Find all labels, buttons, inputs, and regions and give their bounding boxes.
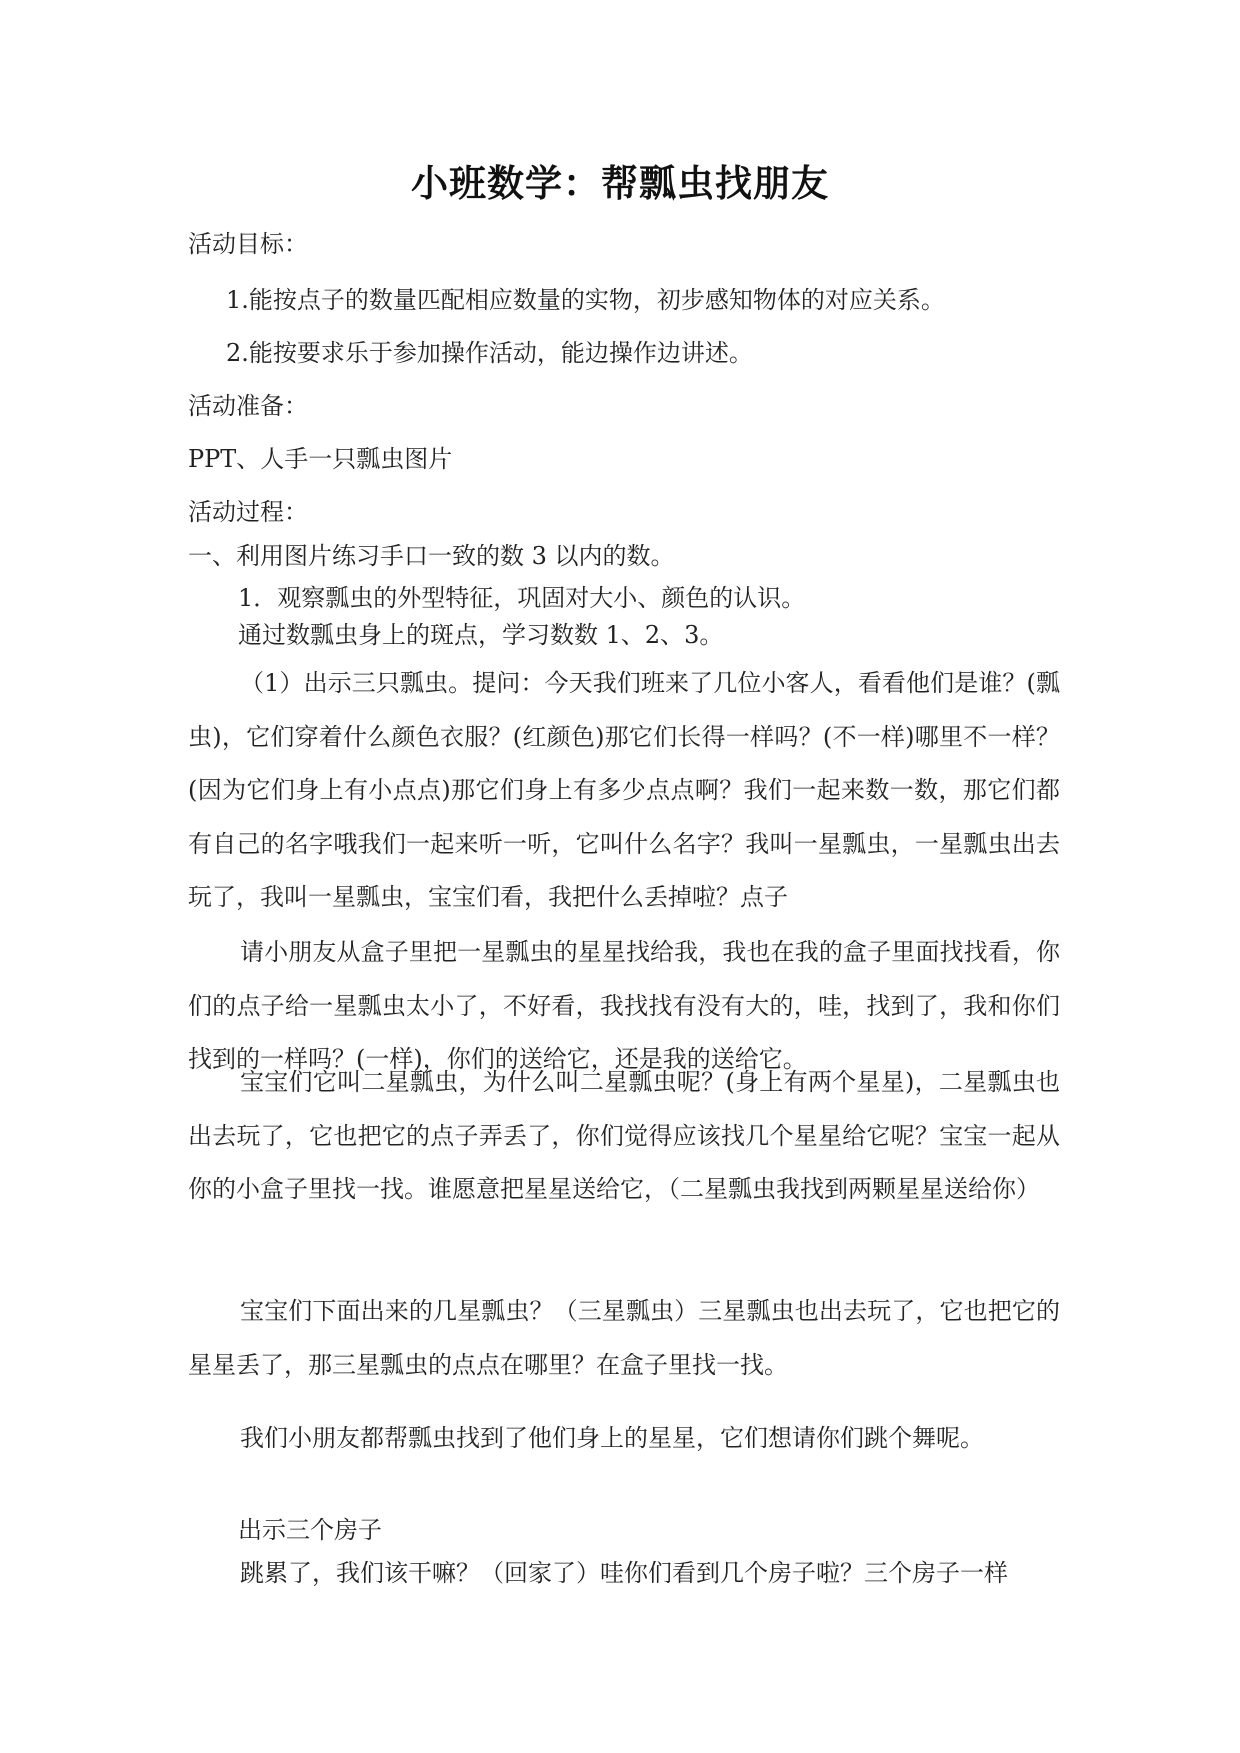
paragraph-5: 我们小朋友都帮瓢虫找到了他们身上的星星，它们想请你们跳个舞呢。 bbox=[240, 1424, 984, 1452]
paragraph-1: （1）出示三只瓢虫。提问：今天我们班来了几位小客人，看看他们是谁？(瓢虫)，它们穿着什么颜色衣服？(红颜色)那它们长得一样吗？(不一样)哪里不一样？(因为它们身上有小点点)那它们身上有多少点点啊？我们一起来数一数，那它们都有自己的名字哦我们一起来听一听，它叫什么名字？我叫一星瓢虫，一星瓢虫出去玩了，我叫一星瓢虫，宝宝们看，我把什么丢掉啦？点子 bbox=[188, 669, 1060, 911]
goal-1: 1.能按点子的数量匹配相应数量的实物，初步感知物体的对应关系。 bbox=[226, 286, 945, 314]
paragraph-2: 请小朋友从盒子里把一星瓢虫的星星找给我，我也在我的盒子里面找找看，你们的点子给一星瓢虫太小了，不好看，我找找有没有大的，哇，找到了，我和你们找到的一样吗？(一样)，你们的送给它，还是我的送给它。 bbox=[188, 938, 1060, 1073]
process-heading: 活动过程： bbox=[188, 498, 308, 526]
paragraph-6: 跳累了，我们该干嘛？（回家了）哇你们看到几个房子啦？三个房子一样 bbox=[240, 1559, 1008, 1587]
section-1-heading: 一、利用图片练习手口一致的数 3 以内的数。 bbox=[188, 542, 675, 570]
goals-heading: 活动目标： bbox=[188, 230, 308, 258]
prep-heading: 活动准备： bbox=[188, 392, 308, 420]
step-1-detail: 通过数瓢虫身上的斑点，学习数数 1、2、3。 bbox=[238, 621, 724, 649]
paragraph-4: 宝宝们下面出来的几星瓢虫？（三星瓢虫）三星瓢虫也出去玩了，它也把它的星星丢了，那三星瓢虫的点点在哪里？在盒子里找一找。 bbox=[188, 1297, 1060, 1379]
paragraph-3: 宝宝们它叫二星瓢虫，为什么叫二星瓢虫呢？(身上有两个星星)，二星瓢虫也出去玩了，它也把它的点子弄丢了，你们觉得应该找几个星星给它呢？宝宝一起从你的小盒子里找一找。谁愿意把星星送给它，（二星瓢虫我找到两颗星星送给你） bbox=[188, 1068, 1060, 1203]
houses-line: 出示三个房子 bbox=[238, 1516, 382, 1544]
document-title: 小班数学：帮瓢虫找朋友 bbox=[411, 161, 829, 205]
goal-2: 2.能按要求乐于参加操作活动，能边操作边讲述。 bbox=[226, 339, 753, 367]
prep-text: PPT、人手一只瓢虫图片 bbox=[188, 445, 453, 473]
step-1: 1．观察瓢虫的外型特征，巩固对大小、颜色的认识。 bbox=[238, 584, 806, 612]
